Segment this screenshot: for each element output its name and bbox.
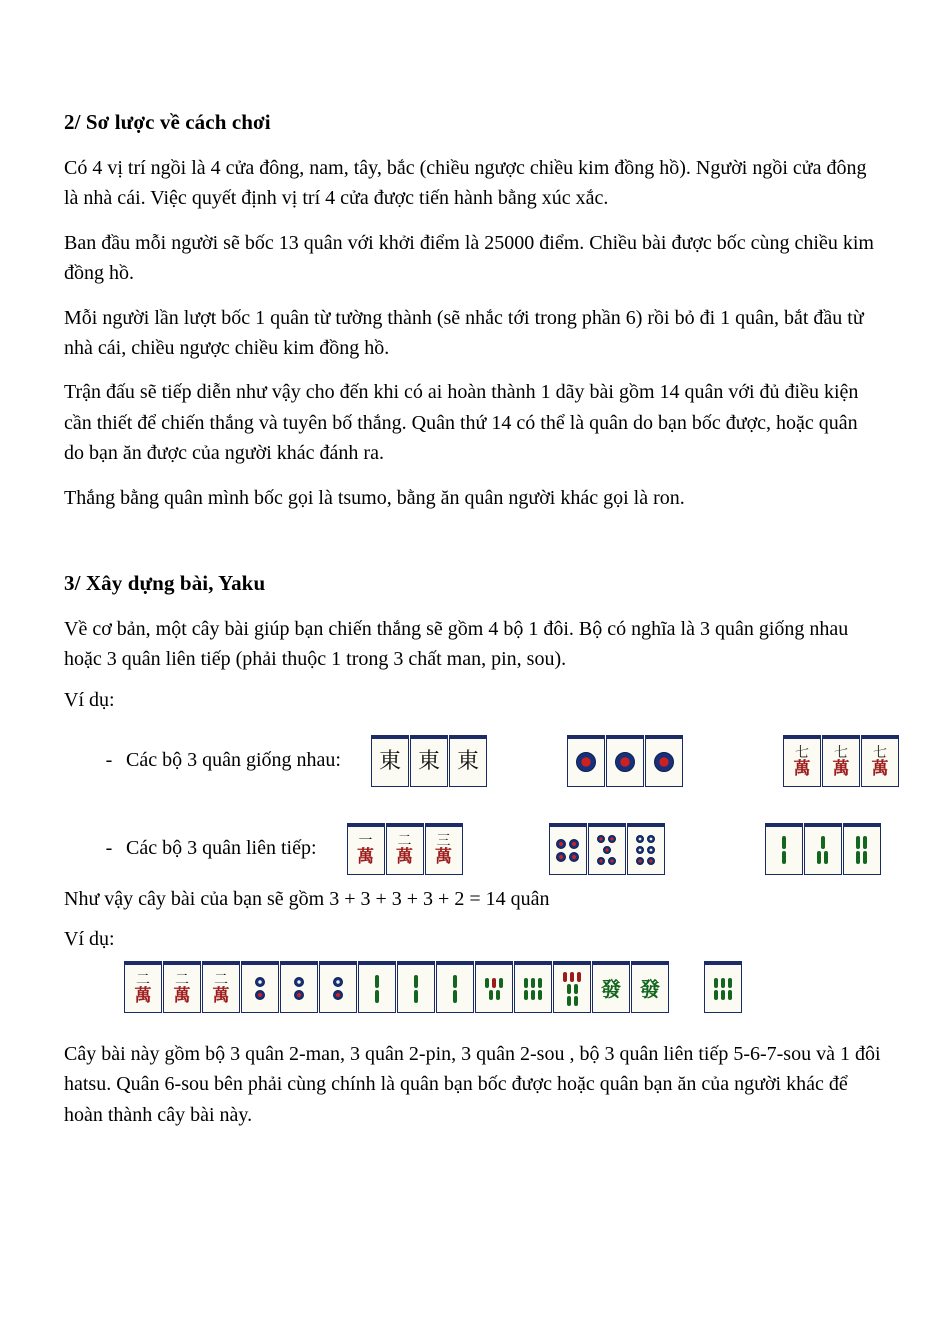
pin-circle-icon xyxy=(556,839,579,862)
sou-stick-icon xyxy=(782,836,786,864)
example-label-2: Ví dụ: xyxy=(64,928,115,951)
sou-stick-icon xyxy=(817,836,828,864)
pin-circle-icon xyxy=(333,977,343,1000)
man-glyph: 二 萬 xyxy=(396,833,414,868)
tile-7-sou xyxy=(553,961,591,1013)
sou-stick-icon xyxy=(453,975,457,1003)
hatsu-glyph: 發 xyxy=(601,976,621,1001)
tile-winning-6-sou xyxy=(704,961,742,1013)
pin-circle-icon xyxy=(597,835,616,865)
tile-1-pin xyxy=(645,735,683,787)
tile-2-man xyxy=(386,823,424,875)
man-glyph: 七 萬 xyxy=(871,745,889,780)
tile-groups-triplets xyxy=(371,735,899,787)
tile-east-wind xyxy=(449,735,487,787)
man-glyph: 一 萬 xyxy=(357,833,375,868)
tile-1-man xyxy=(347,823,385,875)
paragraph: Ban đầu mỗi người sẽ bốc 13 quân với khởi điểm là 25000 điểm. Chiều bài được bốc cùng chiều kim đồng hồ. xyxy=(64,231,874,285)
paragraph: Cây bài này gồm bộ 3 quân 2-man, 3 quân 2-pin, 3 quân 2-sou , bộ 3 quân liên tiếp 5-6-7-sou và 1 đôi hatsu. Quân 6-sou bên phải cùng chính là quân bạn bốc được hoặc quân bạn ăn của người khác để hoàn thành cây bài này. xyxy=(64,1043,881,1126)
man-glyph: 二 萬 xyxy=(173,971,191,1006)
bullet-dash: - xyxy=(105,749,113,772)
pin-circle-icon xyxy=(255,977,265,1000)
paragraph: Có 4 vị trí ngồi là 4 cửa đông, nam, tây, bắc (chiều ngược chiều kim đồng hồ). Người ngồi cửa đông là nhà cái. Việc quyết định vị trí 4 cửa được tiến hành bằng xúc xắc. xyxy=(64,157,867,210)
hatsu-glyph: 發 xyxy=(640,976,660,1001)
man-glyph: 二 萬 xyxy=(212,971,230,1006)
tile-group-pin-triplet xyxy=(567,735,683,787)
tile-6-sou xyxy=(514,961,552,1013)
tile-hatsu xyxy=(631,961,669,1013)
tile-7-man xyxy=(822,735,860,787)
tile-4-sou xyxy=(843,823,881,875)
east-wind-glyph: 東 xyxy=(456,749,479,775)
tile-hatsu xyxy=(592,961,630,1013)
paragraph: Về cơ bản, một cây bài giúp bạn chiến thắng sẽ gồm 4 bộ 1 đôi. Bộ có nghĩa là 3 quân giống nhau hoặc 3 quân liên tiếp (phải thuộc 1 trong 3 chất man, pin, sou). xyxy=(64,617,849,671)
tile-group-man-run xyxy=(347,823,463,875)
tile-east-wind xyxy=(371,735,409,787)
tile-5-pin xyxy=(588,823,626,875)
tile-2-pin xyxy=(241,961,279,1013)
tile-east-wind xyxy=(410,735,448,787)
tile-7-man xyxy=(783,735,821,787)
tile-7-man xyxy=(861,735,899,787)
tile-groups-runs xyxy=(347,823,881,875)
pin-circle-icon xyxy=(654,752,674,772)
sou-stick-icon xyxy=(563,972,581,1006)
tile-group-east-wind-triplet xyxy=(371,735,487,787)
section-heading-3: 3/ Xây dựng bài, Yaku xyxy=(64,570,266,595)
tile-3-man xyxy=(425,823,463,875)
man-glyph: 三 萬 xyxy=(435,833,453,868)
tile-group-pin-run xyxy=(549,823,665,875)
tile-4-pin xyxy=(549,823,587,875)
tile-2-sou xyxy=(436,961,474,1013)
pin-circle-icon xyxy=(294,977,304,1000)
bullet-text: Các bộ 3 quân giống nhau: xyxy=(126,749,341,772)
sou-stick-icon xyxy=(524,978,542,1000)
paragraph: Trận đấu sẽ tiếp diễn như vậy cho đến khi có ai hoàn thành 1 dãy bài gồm 14 quân với đủ điều kiện cần thiết để chiến thắng và tuyên bố thắng. Quân thứ 14 có thể là quân do bạn bốc được, hoặc quân do bạn ăn được của người khác đánh ra. xyxy=(64,381,859,465)
tile-1-pin xyxy=(606,735,644,787)
tile-2-man xyxy=(202,961,240,1013)
tile-group-sou-run xyxy=(765,823,881,875)
sou-stick-icon xyxy=(414,975,418,1003)
tile-2-sou xyxy=(765,823,803,875)
list-item xyxy=(64,818,882,880)
tile-6-pin xyxy=(627,823,665,875)
east-wind-glyph: 東 xyxy=(417,749,440,775)
list-item xyxy=(64,730,889,792)
paragraph: Thắng bằng quân mình bốc gọi là tsumo, bằng ăn quân người khác gọi là ron. xyxy=(64,486,685,509)
tile-2-sou xyxy=(397,961,435,1013)
pin-circle-icon xyxy=(636,835,655,865)
man-glyph: 二 萬 xyxy=(134,971,152,1006)
section-spacer xyxy=(64,527,882,571)
paragraph: Như vậy cây bài của bạn sẽ gồm 3 + 3 + 3 + 3 + 2 = 14 quân xyxy=(64,887,550,910)
tile-5-sou xyxy=(475,961,513,1013)
sou-stick-icon xyxy=(485,978,503,1000)
tile-group-man-triplet xyxy=(783,735,899,787)
pin-circle-icon xyxy=(615,752,635,772)
sou-stick-icon xyxy=(375,975,379,1003)
pin-circle-icon xyxy=(576,752,596,772)
tile-2-man xyxy=(163,961,201,1013)
bullet-text: Các bộ 3 quân liên tiếp: xyxy=(126,837,317,860)
tile-3-sou xyxy=(804,823,842,875)
section-heading-2: 2/ Sơ lược về cách chơi xyxy=(64,110,271,134)
man-glyph: 七 萬 xyxy=(793,745,811,780)
tile-2-sou xyxy=(358,961,396,1013)
tile-2-man xyxy=(124,961,162,1013)
tile-1-pin xyxy=(567,735,605,787)
man-glyph: 七 萬 xyxy=(832,745,850,780)
tile-2-pin xyxy=(319,961,357,1013)
sou-stick-icon xyxy=(714,978,732,1000)
paragraph: Mỗi người lần lượt bốc 1 quân từ tường thành (sẽ nhắc tới trong phần 6) rồi bỏ đi 1 quân, bắt đầu từ nhà cái, chiều ngược chiều kim đồng hồ. xyxy=(64,306,864,359)
bullet-dash: - xyxy=(105,837,113,860)
sou-stick-icon xyxy=(856,836,867,864)
tile-hand xyxy=(124,961,882,1013)
example-label: Ví dụ: xyxy=(64,688,115,711)
tile-2-pin xyxy=(280,961,318,1013)
east-wind-glyph: 東 xyxy=(378,749,401,775)
